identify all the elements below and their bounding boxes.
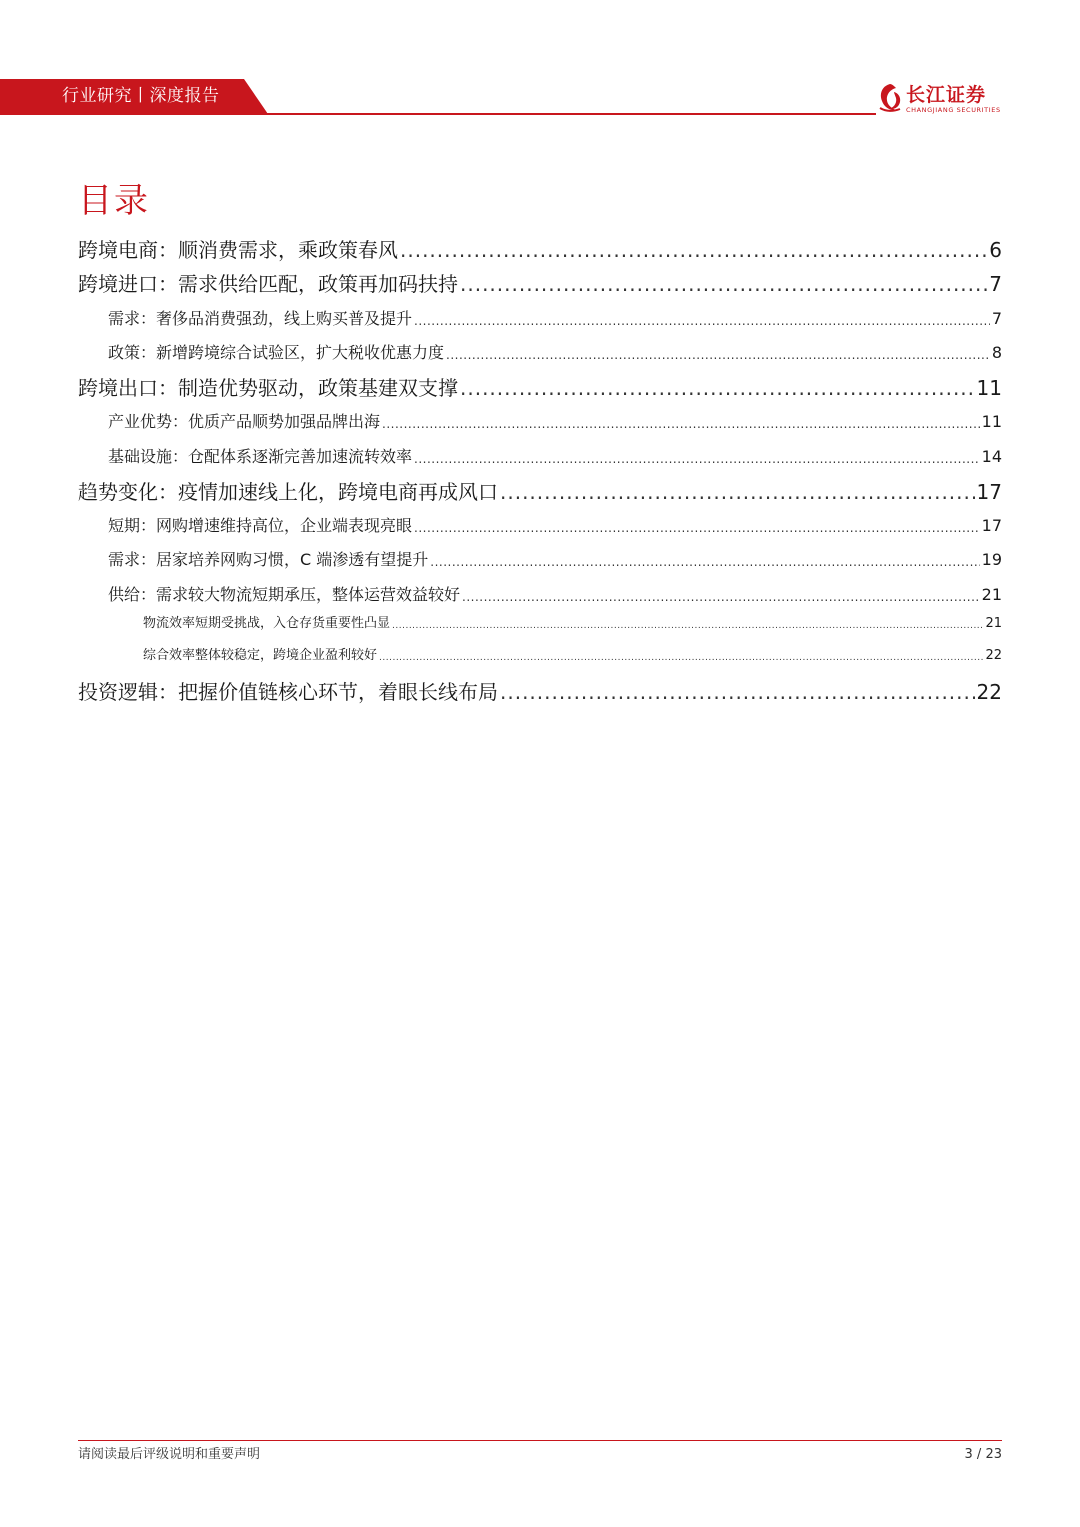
footer-rule [78,1440,1002,1441]
report-category: 行业研究丨深度报告 [62,86,220,106]
toc-leader-dots [446,345,990,365]
page-current: 3 [964,1447,973,1462]
toc-entry-page: 8 [991,343,1002,362]
toc-entry[interactable] [108,445,1002,469]
toc-title: 目录 [78,181,150,221]
toc-entry-page: 22 [976,680,1002,704]
toc-entry-page: 7 [991,309,1002,328]
toc-entry-page: 14 [981,447,1002,466]
toc-entry-page: 22 [985,648,1002,663]
toc-entry-text: 跨境出口：制造优势驱动，政策基建双支撑 [78,376,458,400]
toc-entry[interactable] [78,678,1002,706]
toc-entry-page: 21 [985,616,1002,631]
page-separator: / [972,1447,986,1462]
toc-entry[interactable] [78,236,1002,264]
toc-leader-dots [460,374,975,402]
toc-entry[interactable] [108,410,1002,434]
toc-entry-text: 需求：奢侈品消费强劲，线上购买普及提升 [108,309,413,328]
toc-entry[interactable] [78,374,1002,402]
toc-entry-page: 6 [989,238,1002,262]
toc-entry-text: 跨境电商：顺消费需求，乘政策春风 [78,238,398,262]
toc-leader-dots [500,678,975,706]
toc-entry-text: 物流效率短期受挑战，入仓存货重要性凸显 [143,616,391,631]
toc-entry[interactable] [78,270,1002,298]
toc-entry[interactable] [108,583,1002,607]
toc-entry[interactable] [108,341,1002,365]
toc-entry-text: 投资逻辑：把握价值链核心环节，着眼长线布局 [78,680,498,704]
toc-entry-page: 21 [981,585,1002,604]
toc-leader-dots [414,518,980,538]
toc-entry[interactable] [108,548,1002,572]
toc-entry-page: 17 [976,480,1002,504]
toc-entry[interactable] [108,514,1002,538]
toc-entry-text: 综合效率整体较稳定，跨境企业盈利较好 [143,648,378,663]
toc-entry[interactable] [143,646,1002,666]
toc-entry-text: 产业优势：优质产品顺势加强品牌出海 [108,412,381,431]
toc-entry-page: 17 [981,516,1002,535]
toc-entry-text: 趋势变化：疫情加速线上化，跨境电商再成风口 [78,480,498,504]
toc-entry[interactable] [143,614,1002,634]
toc-entry-text: 政策：新增跨境综合试验区，扩大税收优惠力度 [108,343,445,362]
logo-cn-text: 长江证券 [906,84,987,106]
toc-entry-page: 7 [989,272,1002,296]
toc-leader-dots [460,270,987,298]
toc-leader-dots [430,552,979,572]
toc-leader-dots [382,414,980,434]
toc-leader-dots [462,587,980,607]
toc-leader-dots [500,478,975,506]
toc-entry-text: 基础设施：仓配体系逐渐完善加速流转效率 [108,447,413,466]
toc-entry-text: 需求：居家培养网购习惯，C 端渗透有望提升 [108,550,429,569]
toc-entry-page: 19 [981,550,1002,569]
logo-en-text: CHANGJIANG SECURITIES [906,106,1001,114]
header-rule [0,113,876,115]
toc-leader-dots [392,618,983,634]
footer-disclaimer: 请阅读最后评级说明和重要声明 [78,1447,261,1462]
toc-leader-dots [379,650,983,666]
toc-entry-page: 11 [976,376,1002,400]
toc-leader-dots [400,236,987,264]
logo-icon [876,82,904,114]
toc-entry-text: 供给：需求较大物流短期承压，整体运营效益较好 [108,585,461,604]
toc-leader-dots [414,449,980,469]
toc-entry-text: 短期：网购增速维持高位，企业端表现亮眼 [108,516,413,535]
toc-entry[interactable] [78,478,1002,506]
page-number [965,1446,1002,1464]
toc-entry-text: 跨境进口：需求供给匹配，政策再加码扶持 [78,272,458,296]
toc-leader-dots [414,311,990,331]
page-total: 23 [985,1447,1002,1462]
toc-entry[interactable] [108,307,1002,331]
toc-entry-page: 11 [981,412,1002,431]
company-logo [876,82,1008,116]
